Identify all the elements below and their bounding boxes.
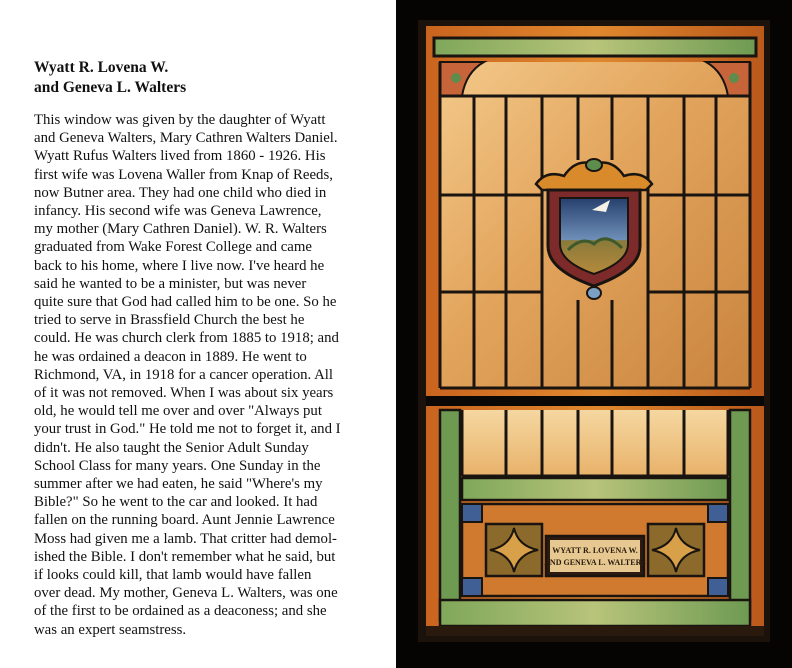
description-line: back to his home, where I live now. I've heard he xyxy=(34,257,325,274)
lower-sash xyxy=(426,406,764,636)
description-line: he was ordained a deacon in 1889. He went to xyxy=(34,348,307,365)
description-line: of the first to be ordained as a deaconess; and she xyxy=(34,603,327,620)
description-line: School Class for many years. One Sunday in the xyxy=(34,457,321,474)
meeting-rail xyxy=(426,396,764,406)
description-line: ished the Bible. I don't remember what he said, but xyxy=(34,548,336,565)
description-line: could. He was church clerk from 1885 to 1918; and xyxy=(34,330,339,347)
description-line: if looks could kill, that lamb would have fallen xyxy=(34,567,312,584)
description-line: summer after we had eaten, he said "Where's my xyxy=(34,476,323,493)
description-line: over dead. My mother, Geneva L. Walters, was one xyxy=(34,585,338,602)
description-line: of it was not removed. When I was about six years xyxy=(34,385,334,402)
description-line: your trust in God." He told me not to forget it, and I xyxy=(34,421,341,438)
description-line: quite sure that God had called him to be one. So he xyxy=(34,294,337,311)
description-line: Bible?" So he went to the car and looked. It had xyxy=(34,494,318,511)
plaque-line: WYATT R. LOVENA W. xyxy=(552,546,638,555)
stained-glass-window xyxy=(396,0,792,668)
description-line: graduated from Wake Forest College and came xyxy=(34,239,312,256)
description-line: fallen on the running board. Aunt Jennie Lawrence xyxy=(34,512,335,529)
description-line: Richmond, VA, in 1918 for a cancer operation. All xyxy=(34,366,334,383)
description-line: now Butner area. They had one child who died in xyxy=(34,184,327,201)
description-line: This window was given by the daughter of Wyatt xyxy=(34,112,326,128)
memorial-title-line: Wyatt R. Lovena W. xyxy=(34,59,169,76)
memorial-title-line: and Geneva L. Walters xyxy=(34,79,187,96)
stained-glass-photo xyxy=(396,0,792,668)
description-line: Moss had given me a lamb. That critter had demol- xyxy=(34,530,337,547)
right-diamond-ornament xyxy=(648,524,704,576)
description-line: old, he would tell me over and over "Always put xyxy=(34,403,322,420)
description-line: infancy. His second wife was Geneva Lawrence, xyxy=(34,203,322,220)
description-line: first wife was Lovena Waller from Knap of Reeds, xyxy=(34,166,333,183)
description-line: Wyatt Rufus Walters lived from 1860 - 1926. His xyxy=(34,148,326,165)
description-line: said he wanted to be a minister, but was never xyxy=(34,275,307,292)
memorial-title xyxy=(34,58,374,98)
plaque-line: AND GENEVA L. WALTERS xyxy=(544,558,646,567)
memorial-plaque xyxy=(544,536,646,576)
upper-sash xyxy=(426,26,764,396)
description-line: was an expert seamstress. xyxy=(34,621,187,638)
description-line: tried to serve in Brassfield Church the best he xyxy=(34,312,305,329)
description-line: my mother (Mary Cathren Daniel). W. R. Walters xyxy=(34,221,327,238)
description-line: and Geneva Walters, Mary Cathren Walters Daniel. xyxy=(34,130,338,147)
description-line: didn't. He also taught the Senior Adult Sunday xyxy=(34,439,309,456)
memorial-description xyxy=(34,111,379,639)
left-diamond-ornament xyxy=(486,524,542,576)
